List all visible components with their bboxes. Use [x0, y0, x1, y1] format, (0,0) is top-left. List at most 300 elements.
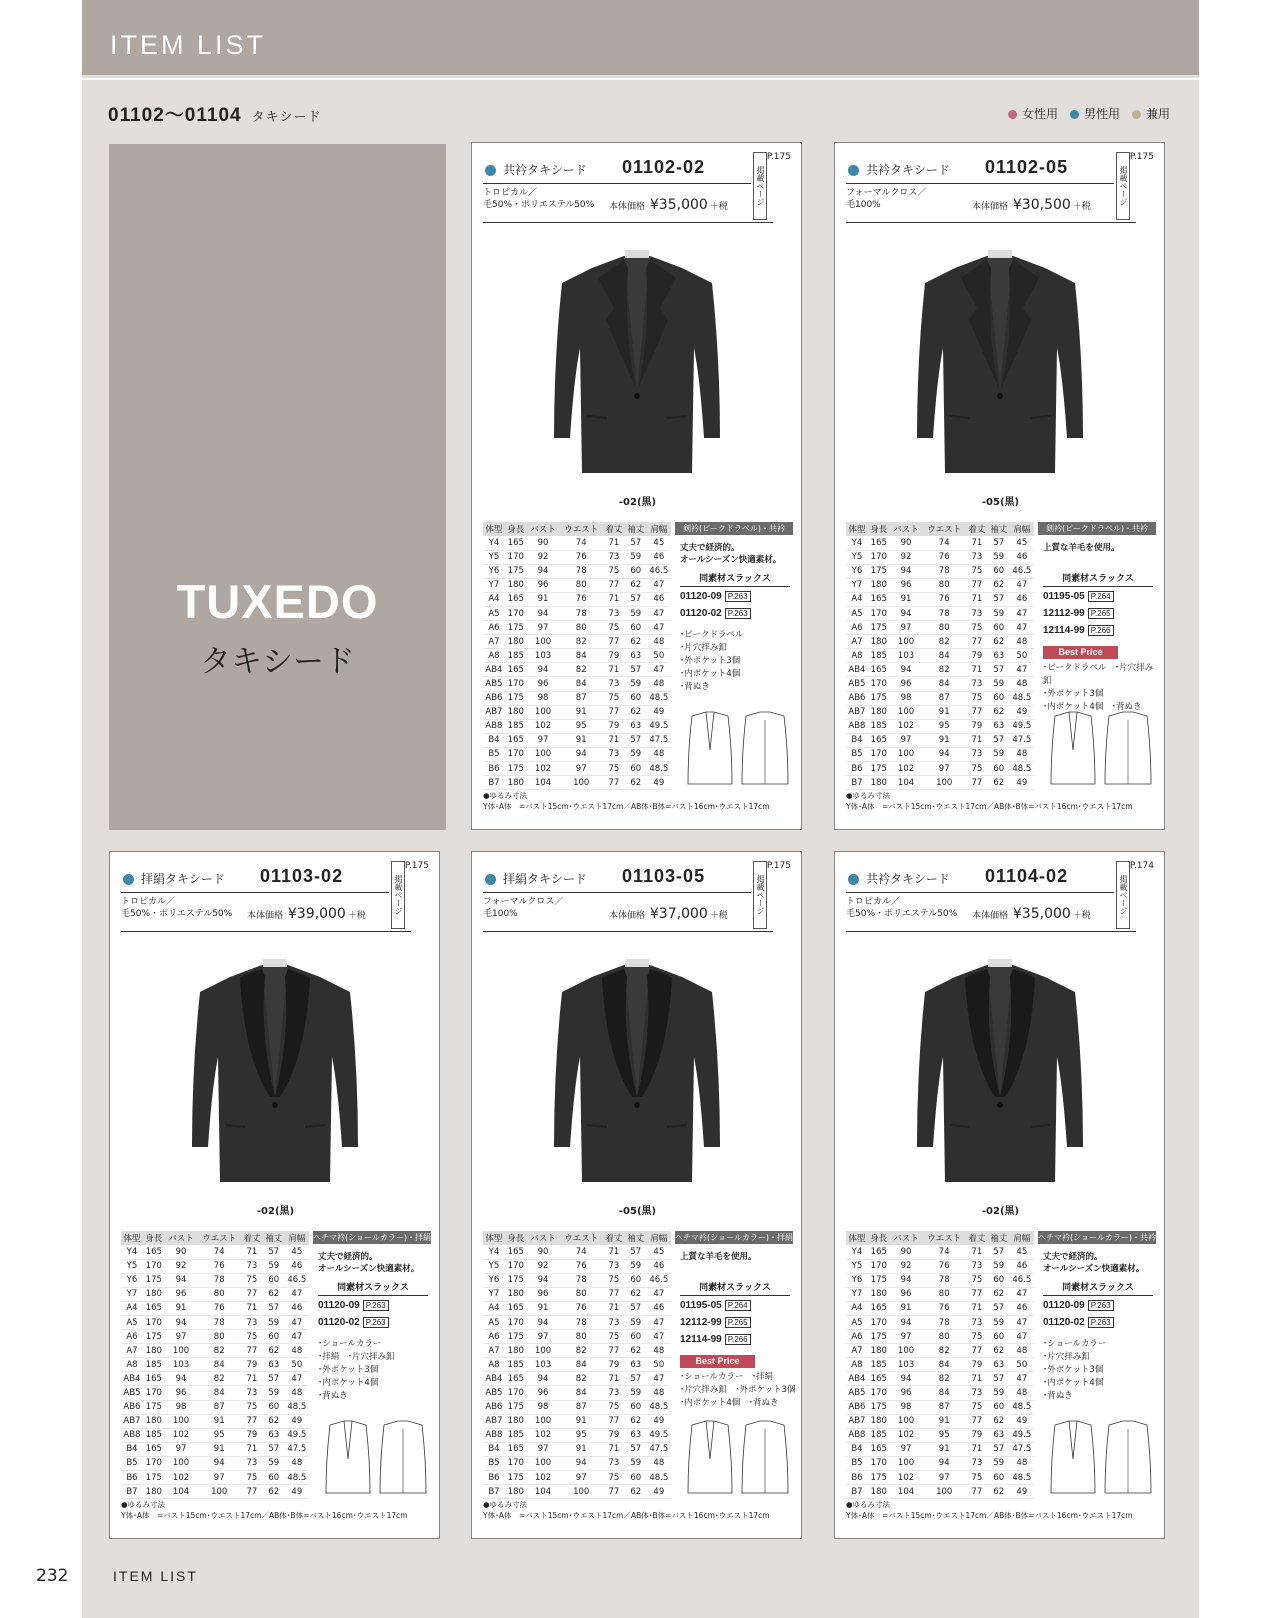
size-cell: 90 [527, 1245, 560, 1259]
slacks-page: P.266 [1088, 625, 1114, 636]
size-cell: Y6 [483, 564, 505, 578]
size-cell: 75 [603, 1273, 625, 1287]
size-cell: AB7 [483, 705, 505, 719]
size-table-header [846, 522, 1034, 536]
size-cell: 74 [922, 1245, 966, 1259]
table-row [846, 733, 1034, 747]
size-cell: 80 [922, 1330, 966, 1344]
size-cell: 48 [1010, 1344, 1034, 1358]
male-indicator-dot [848, 165, 859, 176]
slacks-item [680, 591, 790, 608]
description: 上質な羊毛を使用。 [680, 1252, 757, 1262]
table-row [846, 1245, 1034, 1259]
size-cell: 102 [527, 1471, 560, 1485]
size-column-header: 着丈 [966, 522, 988, 536]
size-cell: 94 [890, 663, 923, 677]
size-cell: 97 [922, 1471, 966, 1485]
size-cell: 102 [165, 1428, 198, 1442]
table-row [846, 1485, 1034, 1499]
size-cell: 47 [647, 1330, 671, 1344]
size-cell: B6 [846, 762, 868, 776]
size-cell: 63 [625, 1358, 647, 1372]
size-cell: 180 [143, 1414, 165, 1428]
size-cell: 82 [559, 1344, 603, 1358]
size-table-header [483, 1231, 671, 1245]
table-row [483, 649, 671, 663]
feature-item: ･内ポケット4個 [318, 1378, 379, 1388]
size-cell: AB6 [483, 691, 505, 705]
color-label: -05(黒) [981, 497, 1020, 508]
size-cell: AB4 [846, 1372, 868, 1386]
size-cell: 60 [263, 1400, 285, 1414]
size-cell: 46 [647, 592, 671, 606]
size-cell: 46.5 [285, 1273, 309, 1287]
size-cell: 71 [966, 733, 988, 747]
size-cell: 76 [922, 1301, 966, 1315]
size-cell: AB7 [846, 1414, 868, 1428]
size-cell: 96 [165, 1287, 198, 1301]
size-cell: 48.5 [1010, 1400, 1034, 1414]
size-cell: Y6 [846, 1273, 868, 1287]
collar-type: ヘチマ衿(ショールカラー)・拝絹 [675, 1233, 793, 1242]
size-cell: 78 [922, 606, 966, 620]
size-column-header: 体型 [121, 1231, 143, 1245]
size-cell: AB6 [121, 1400, 143, 1414]
size-cell: 48.5 [647, 762, 671, 776]
table-row [483, 663, 671, 677]
table-row [483, 747, 671, 761]
size-cell: 75 [966, 564, 988, 578]
size-cell: 71 [603, 1372, 625, 1386]
size-cell: 94 [527, 663, 560, 677]
size-cell: 104 [890, 776, 923, 790]
size-cell: 71 [241, 1442, 263, 1456]
size-cell: 49 [1010, 1485, 1034, 1499]
hero-title-en: TUXEDO [176, 575, 379, 628]
slacks-page: P.266 [725, 1334, 751, 1345]
size-cell: 185 [505, 649, 527, 663]
table-row [846, 1358, 1034, 1372]
size-cell: 180 [868, 705, 890, 719]
slacks-page: P.264 [1088, 591, 1114, 602]
size-cell: 47 [285, 1330, 309, 1344]
size-cell: B6 [121, 1471, 143, 1485]
size-cell: 175 [505, 1471, 527, 1485]
size-cell: 165 [868, 733, 890, 747]
jacket-photo [895, 238, 1105, 478]
size-cell: 100 [527, 1456, 560, 1470]
table-row [846, 578, 1034, 592]
size-cell: B6 [483, 1471, 505, 1485]
size-cell: 80 [197, 1330, 241, 1344]
feature-item: ･ピークドラペル [680, 630, 744, 640]
size-cell: A4 [483, 592, 505, 606]
size-column-header: 袖丈 [988, 1231, 1010, 1245]
size-cell: 47 [285, 1315, 309, 1329]
size-cell: Y6 [846, 564, 868, 578]
size-cell: 98 [165, 1400, 198, 1414]
size-cell: 77 [966, 1414, 988, 1428]
size-cell: 165 [143, 1245, 165, 1259]
size-column-header: バスト [890, 522, 923, 536]
size-cell: 47 [1010, 1287, 1034, 1301]
size-cell: 97 [890, 1330, 923, 1344]
size-cell: AB8 [121, 1428, 143, 1442]
size-cell: 77 [603, 635, 625, 649]
table-row [121, 1344, 309, 1358]
feature-item: ･外ポケット3個 [1043, 1365, 1104, 1375]
size-cell: 57 [988, 663, 1010, 677]
legend-item-female: 女性用 [1008, 105, 1058, 122]
size-cell: 48.5 [285, 1400, 309, 1414]
title-divider [483, 892, 751, 893]
size-cell: 48 [647, 1456, 671, 1470]
size-column-header: 肩幅 [1010, 1231, 1034, 1245]
size-cell: 97 [527, 621, 560, 635]
product-card [834, 142, 1165, 830]
product-code: 01104-02 [985, 866, 1069, 886]
size-cell: 97 [890, 1442, 923, 1456]
size-cell: 170 [505, 1456, 527, 1470]
size-cell: 77 [241, 1344, 263, 1358]
table-row [483, 1330, 671, 1344]
feature-item: ･ショールカラー ･拝絹 [680, 1372, 774, 1382]
size-cell: 47 [647, 1287, 671, 1301]
size-cell: 175 [505, 621, 527, 635]
size-cell: B5 [846, 1456, 868, 1470]
size-cell: B4 [483, 1442, 505, 1456]
size-cell: 74 [559, 536, 603, 550]
size-cell: 104 [527, 776, 560, 790]
size-cell: A7 [846, 635, 868, 649]
slacks-item [680, 1334, 790, 1351]
size-cell: 71 [603, 592, 625, 606]
size-cell: 185 [868, 1358, 890, 1372]
table-row [846, 1330, 1034, 1344]
size-cell: 98 [527, 691, 560, 705]
size-cell: 165 [505, 536, 527, 550]
size-cell: 92 [527, 1259, 560, 1273]
size-cell: 62 [988, 1414, 1010, 1428]
size-cell: 48.5 [1010, 1471, 1034, 1485]
size-table [846, 522, 1034, 790]
flat-sketch [684, 710, 794, 790]
feature-item: ･片穴拝み釦 [1043, 1352, 1090, 1362]
size-cell: 165 [143, 1301, 165, 1315]
size-cell: 100 [527, 705, 560, 719]
table-row [483, 1414, 671, 1428]
size-cell: 76 [922, 1259, 966, 1273]
size-cell: 59 [625, 677, 647, 691]
size-cell: 48 [647, 677, 671, 691]
size-cell: Y5 [483, 1259, 505, 1273]
size-cell: 48.5 [647, 1471, 671, 1485]
product-name: 共衿タキシード [866, 872, 950, 886]
size-cell: 47 [1010, 606, 1034, 620]
size-cell: 100 [890, 1456, 923, 1470]
size-cell: 82 [922, 1344, 966, 1358]
size-cell: 170 [143, 1259, 165, 1273]
size-cell: 73 [603, 550, 625, 564]
size-cell: 47 [1010, 1315, 1034, 1329]
size-cell: 62 [263, 1287, 285, 1301]
table-row [121, 1245, 309, 1259]
size-cell: 170 [868, 1456, 890, 1470]
size-cell: 48 [1010, 635, 1034, 649]
matching-slacks [1043, 571, 1153, 642]
size-cell: 48 [285, 1456, 309, 1470]
page-ref-tab: 掲載ページ [753, 152, 767, 220]
size-cell: 57 [988, 733, 1010, 747]
size-table-header [483, 522, 671, 536]
size-cell: 63 [263, 1358, 285, 1372]
size-cell: B4 [846, 733, 868, 747]
size-cell: 95 [559, 719, 603, 733]
size-cell: 47 [1010, 621, 1034, 635]
size-cell: 57 [625, 733, 647, 747]
size-cell: AB7 [121, 1414, 143, 1428]
size-cell: 50 [1010, 1358, 1034, 1372]
header-divider [82, 78, 1199, 80]
size-cell: 63 [263, 1428, 285, 1442]
size-cell: 75 [603, 621, 625, 635]
table-row [483, 1456, 671, 1470]
size-cell: 73 [603, 1456, 625, 1470]
size-cell: 175 [868, 1330, 890, 1344]
size-cell: 46.5 [647, 1273, 671, 1287]
table-row [121, 1400, 309, 1414]
size-cell: 74 [559, 1245, 603, 1259]
size-cell: 84 [559, 1358, 603, 1372]
size-cell: A7 [121, 1344, 143, 1358]
table-row [121, 1456, 309, 1470]
size-cell: 50 [285, 1358, 309, 1372]
flat-sketch [1047, 710, 1157, 790]
size-cell: 49.5 [1010, 1428, 1034, 1442]
size-cell: 59 [988, 550, 1010, 564]
size-cell: 175 [143, 1471, 165, 1485]
size-cell: 94 [527, 606, 560, 620]
size-cell: 80 [559, 621, 603, 635]
size-cell: 59 [625, 1386, 647, 1400]
table-row [846, 621, 1034, 635]
size-cell: Y4 [483, 536, 505, 550]
size-cell: 165 [505, 1301, 527, 1315]
size-cell: 73 [603, 677, 625, 691]
size-cell: 63 [988, 1358, 1010, 1372]
size-cell: 59 [263, 1456, 285, 1470]
table-row [483, 578, 671, 592]
size-cell: 180 [868, 1414, 890, 1428]
table-row [846, 1414, 1034, 1428]
size-cell: 73 [241, 1259, 263, 1273]
size-cell: 60 [988, 762, 1010, 776]
slacks-page: P.263 [725, 591, 751, 602]
description: 丈夫で経済的。 オールシーズン快適素材。 [1043, 1252, 1145, 1274]
size-cell: 170 [505, 1315, 527, 1329]
size-cell: 49 [1010, 1414, 1034, 1428]
size-cell: 175 [868, 564, 890, 578]
size-cell: 165 [143, 1372, 165, 1386]
size-cell: 62 [988, 705, 1010, 719]
size-cell: Y4 [121, 1245, 143, 1259]
size-cell: 185 [868, 1428, 890, 1442]
size-column-header: 肩幅 [1010, 522, 1034, 536]
size-cell: 62 [263, 1485, 285, 1499]
size-cell: 48.5 [647, 691, 671, 705]
size-cell: 180 [505, 1287, 527, 1301]
size-table-header [121, 1231, 309, 1245]
flat-sketch [322, 1419, 432, 1499]
size-cell: B5 [846, 747, 868, 761]
feature-list [1043, 1338, 1161, 1403]
size-cell: 97 [527, 1330, 560, 1344]
size-cell: 77 [603, 776, 625, 790]
table-row [483, 677, 671, 691]
size-cell: 96 [890, 677, 923, 691]
size-cell: 90 [165, 1245, 198, 1259]
size-cell: Y5 [483, 550, 505, 564]
size-cell: 100 [165, 1344, 198, 1358]
size-cell: 77 [966, 776, 988, 790]
color-label: -05(黒) [618, 1206, 657, 1217]
size-column-header: 身長 [143, 1231, 165, 1245]
legend-dot-male [1070, 110, 1079, 119]
size-column-header: 身長 [505, 522, 527, 536]
size-cell: 170 [505, 747, 527, 761]
size-cell: 180 [868, 1287, 890, 1301]
matching-slacks [680, 1280, 790, 1351]
size-cell: 84 [559, 1386, 603, 1400]
size-cell: 76 [197, 1301, 241, 1315]
size-cell: 87 [922, 691, 966, 705]
size-column-header: 体型 [846, 522, 868, 536]
slacks-page: P.263 [725, 608, 751, 619]
table-row [846, 1259, 1034, 1273]
size-cell: 73 [241, 1315, 263, 1329]
size-cell: 48.5 [285, 1471, 309, 1485]
price: 本体価格 ¥30,500 ＋税 [972, 197, 1091, 213]
size-column-header: バスト [165, 1231, 198, 1245]
size-cell: 94 [922, 1456, 966, 1470]
size-column-header: ウエスト [559, 522, 603, 536]
size-cell: 91 [527, 592, 560, 606]
table-row [846, 635, 1034, 649]
table-row [483, 592, 671, 606]
size-cell: 78 [559, 606, 603, 620]
size-column-header: 袖丈 [625, 522, 647, 536]
size-cell: 48 [1010, 1456, 1034, 1470]
size-cell: 62 [625, 635, 647, 649]
size-cell: 47 [647, 1315, 671, 1329]
size-cell: 170 [868, 747, 890, 761]
size-cell: Y4 [846, 1245, 868, 1259]
size-cell: 78 [922, 1315, 966, 1329]
table-row [483, 1485, 671, 1499]
size-cell: 60 [988, 1330, 1010, 1344]
size-cell: 46 [647, 1301, 671, 1315]
size-cell: AB5 [846, 677, 868, 691]
size-cell: 71 [241, 1301, 263, 1315]
size-cell: 103 [890, 1358, 923, 1372]
size-cell: 60 [263, 1330, 285, 1344]
size-cell: B5 [121, 1456, 143, 1470]
size-column-header: 肩幅 [647, 522, 671, 536]
size-table [483, 1231, 671, 1499]
size-cell: 77 [966, 1344, 988, 1358]
slacks-title: 同素材スラックス [680, 571, 790, 587]
size-cell: 100 [559, 776, 603, 790]
product-card [109, 851, 440, 1539]
size-cell: 84 [922, 1358, 966, 1372]
size-cell: 180 [868, 635, 890, 649]
size-cell: B4 [846, 1442, 868, 1456]
size-table-header [846, 1231, 1034, 1245]
size-column-header: 身長 [868, 1231, 890, 1245]
table-row [483, 733, 671, 747]
size-cell: 71 [603, 1301, 625, 1315]
size-cell: 84 [922, 649, 966, 663]
product-code: 01103-02 [260, 866, 344, 886]
size-cell: AB6 [846, 691, 868, 705]
size-cell: 100 [922, 776, 966, 790]
size-cell: 60 [263, 1273, 285, 1287]
size-cell: 91 [559, 705, 603, 719]
size-cell: B7 [483, 776, 505, 790]
size-cell: 82 [922, 663, 966, 677]
size-cell: 76 [559, 592, 603, 606]
table-row [483, 564, 671, 578]
size-cell: 80 [922, 621, 966, 635]
size-cell: 75 [241, 1330, 263, 1344]
size-cell: 60 [988, 621, 1010, 635]
size-cell: 75 [603, 1400, 625, 1414]
size-cell: 180 [505, 1485, 527, 1499]
size-cell: 90 [527, 536, 560, 550]
table-row [846, 564, 1034, 578]
page-ref-tab: 掲載ページ [1116, 861, 1130, 929]
size-cell: AB4 [121, 1372, 143, 1386]
size-cell: 48 [1010, 747, 1034, 761]
size-cell: 47 [647, 621, 671, 635]
size-cell: 92 [890, 1259, 923, 1273]
size-cell: 60 [625, 1330, 647, 1344]
size-cell: Y7 [846, 1287, 868, 1301]
size-cell: 78 [197, 1315, 241, 1329]
size-cell: 95 [922, 1428, 966, 1442]
size-cell: 76 [559, 550, 603, 564]
title-divider [846, 892, 1114, 893]
size-cell: 102 [890, 1428, 923, 1442]
size-cell: 90 [890, 1245, 923, 1259]
size-cell: 97 [197, 1471, 241, 1485]
size-cell: 57 [263, 1372, 285, 1386]
size-cell: 175 [143, 1330, 165, 1344]
size-cell: 94 [165, 1315, 198, 1329]
size-cell: 75 [241, 1471, 263, 1485]
size-cell: AB5 [121, 1386, 143, 1400]
table-row [121, 1259, 309, 1273]
size-cell: 77 [603, 1414, 625, 1428]
size-cell: 73 [966, 747, 988, 761]
size-cell: 46.5 [1010, 1273, 1034, 1287]
size-cell: 46 [1010, 1259, 1034, 1273]
size-cell: 46 [285, 1259, 309, 1273]
size-column-header: 体型 [483, 1231, 505, 1245]
size-cell: 59 [625, 747, 647, 761]
table-row [121, 1485, 309, 1499]
size-cell: 45 [285, 1245, 309, 1259]
